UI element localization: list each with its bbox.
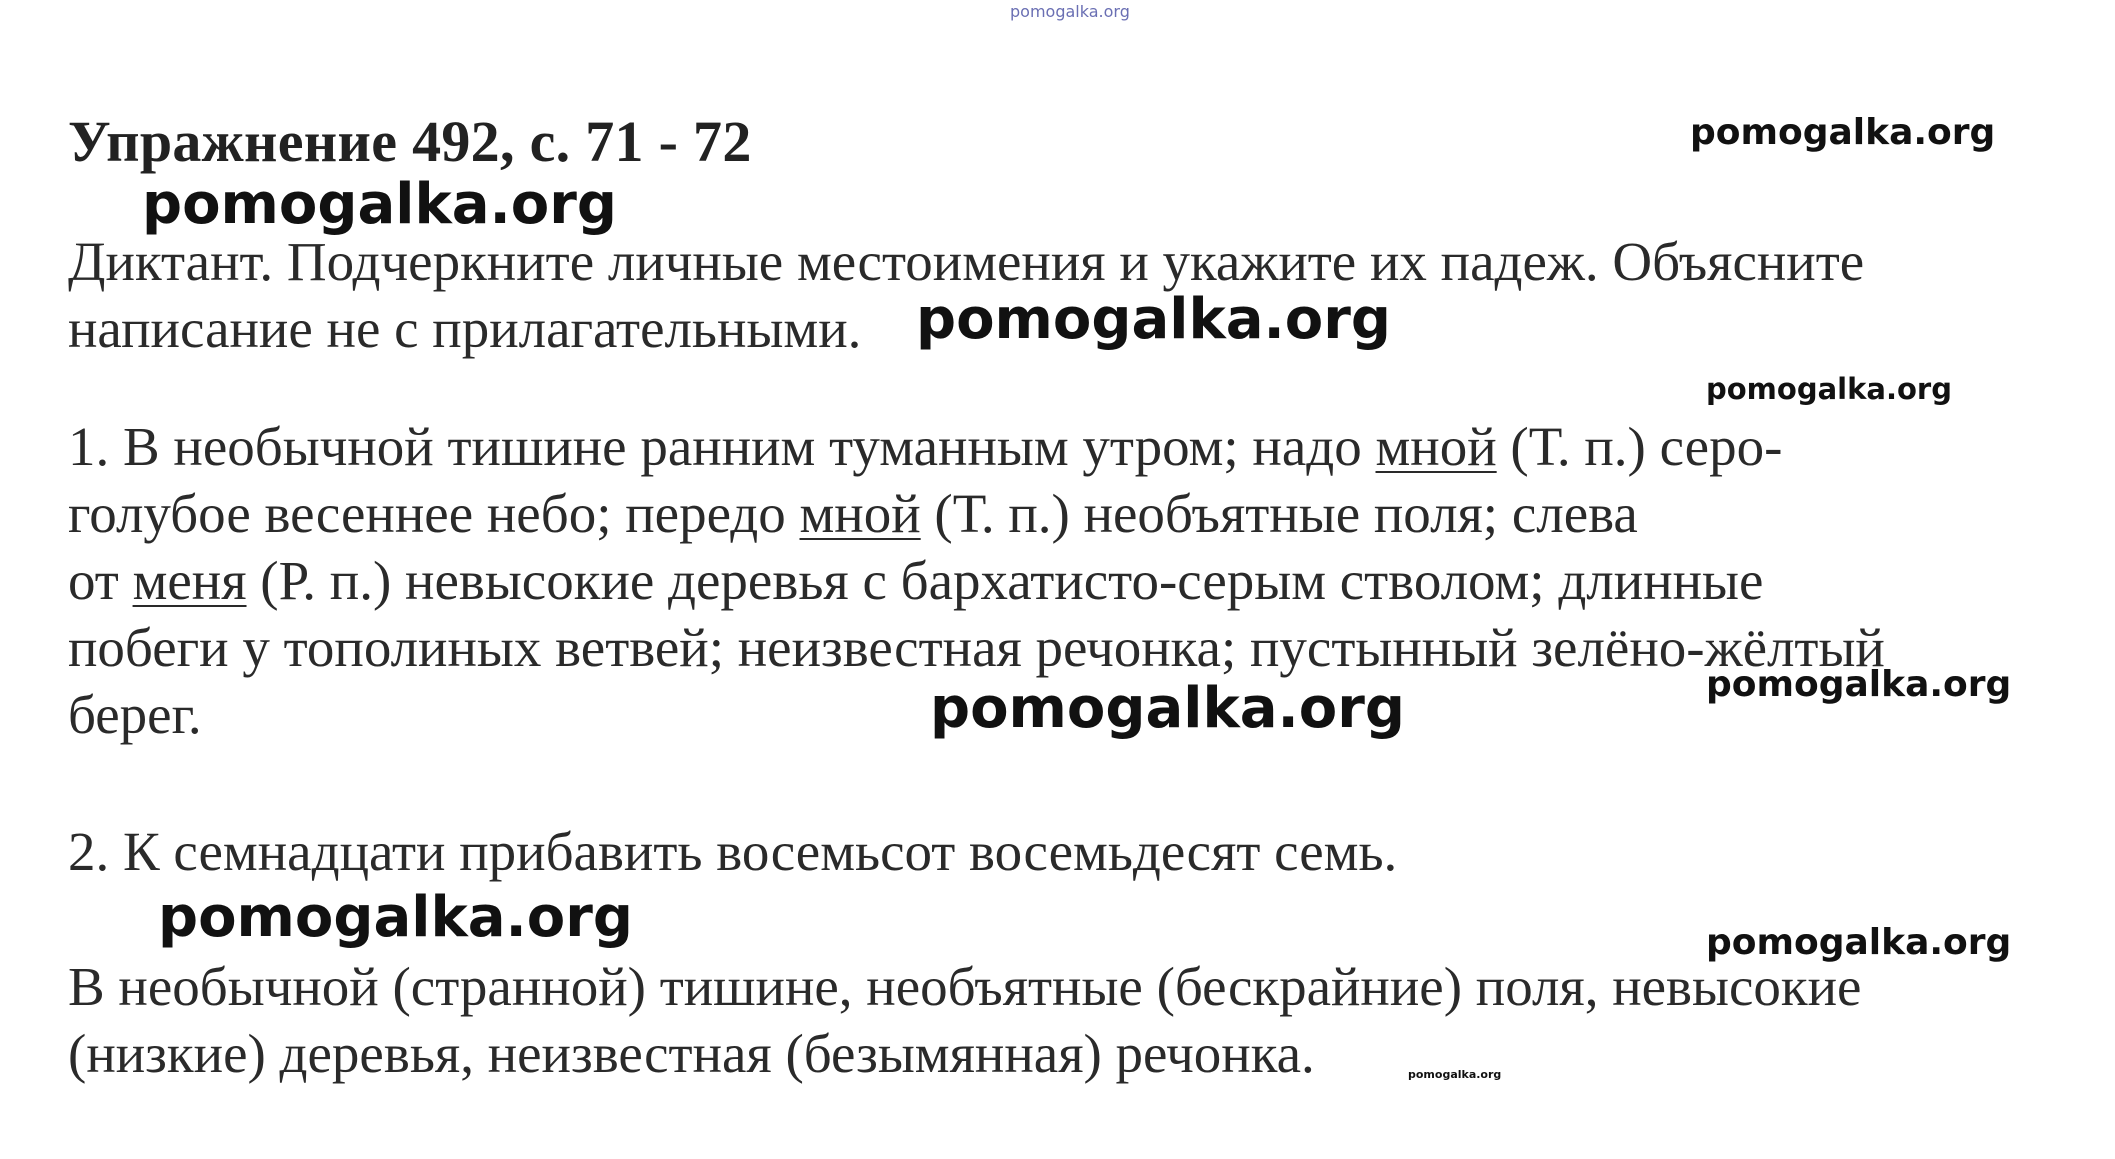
watermark-right-3: pomogalka.org <box>1706 922 2012 963</box>
item1-line-5: берег. <box>68 684 202 745</box>
top-watermark: pomogalka.org <box>1010 2 1130 21</box>
watermark-center: pomogalka.org <box>930 676 1405 741</box>
item1-line-3 <box>68 547 1763 614</box>
item1-line-2-a: голубое весеннее небо; передо <box>68 483 800 544</box>
item1-line-1-b: (Т. п.) серо- <box>1496 416 1783 477</box>
watermark-under-title: pomogalka.org <box>142 172 617 237</box>
pronoun-underlined-3: меня <box>132 550 247 611</box>
watermark-right-1: pomogalka.org <box>1706 372 1952 406</box>
watermark-after-task: pomogalka.org <box>916 287 1391 352</box>
task-line-1: Диктант. Подчеркните личные местоимения и укажите их падеж. Объясните <box>68 231 1865 292</box>
item1-line-2 <box>68 480 1638 547</box>
pronoun-underlined-1: мной <box>1375 416 1497 477</box>
item1-line-3-a: от <box>68 550 133 611</box>
answer-line-1: В необычной (странной) тишине, необъятные (бескрайние) поля, невысокие <box>68 956 1862 1017</box>
item2-line: 2. К семнадцати прибавить восемьсот восемьдесят семь. <box>68 821 1398 882</box>
watermark-tiny: pomogalka.org <box>1408 1068 1502 1081</box>
task-line-2: написание не с прилагательными. <box>68 298 862 359</box>
item1-line-1-a: 1. В необычной тишине ранним туманным утром; надо <box>68 416 1376 477</box>
watermark-top-right: pomogalka.org <box>1690 112 1996 153</box>
pronoun-underlined-2: мной <box>799 483 921 544</box>
answer-line-2: (низкие) деревья, неизвестная (безымянная) речонка. <box>68 1023 1315 1084</box>
watermark-right-2: pomogalka.org <box>1706 664 2012 705</box>
item1-line-2-b: (Т. п.) необъятные поля; слева <box>920 483 1638 544</box>
watermark-left-bottom: pomogalka.org <box>158 885 633 950</box>
item1-line-4: побеги у тополиных ветвей; неизвестная речонка; пустынный зелёно-жёлтый <box>68 617 1885 678</box>
exercise-title: Упражнение 492, с. 71 - 72 <box>68 109 752 174</box>
item1-line-1 <box>68 413 1782 480</box>
item1-line-3-b: (Р. п.) невысокие деревья с бархатисто-серым стволом; длинные <box>246 550 1764 611</box>
